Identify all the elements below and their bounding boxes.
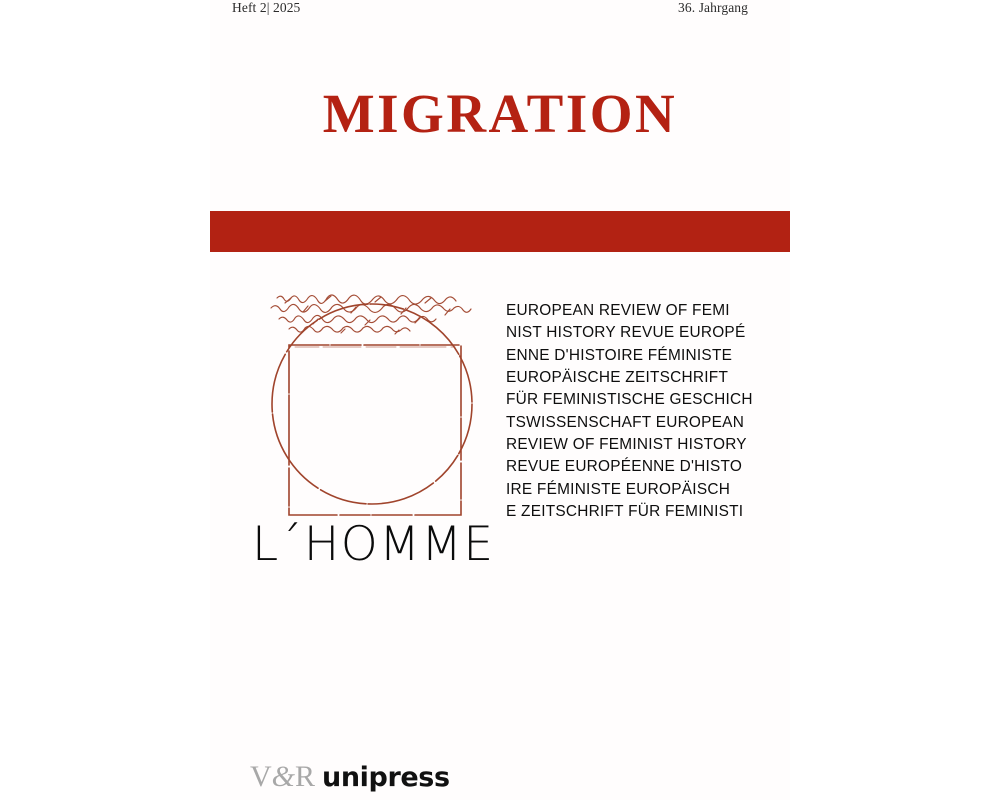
publisher-logo xyxy=(250,762,450,796)
journal-subtitle-block xyxy=(506,300,756,523)
cover-title: MIGRATION xyxy=(322,83,678,144)
issue-number-label: Heft 2| 2025 xyxy=(232,0,301,15)
subtitle-line: ENNE D'HISTOIRE FÉMINISTE xyxy=(506,346,733,364)
book-cover-page xyxy=(210,0,790,800)
publisher-vr-monogram xyxy=(250,762,315,792)
subtitle-line: EUROPÄISCHE ZEITSCHRIFT xyxy=(506,369,729,387)
subtitle-line: TSWISSENSCHAFT EUROPEAN xyxy=(506,413,745,431)
volume-year-label: 36. Jahrgang xyxy=(678,0,748,15)
subtitle-line: IRE FÉMINISTE EUROPÄISCH xyxy=(506,480,731,498)
subtitle-line: FÜR FEMINISTISCHE GESCHICH xyxy=(506,391,753,409)
publisher-letter-v: V xyxy=(250,760,272,793)
subtitle-line: E ZEITSCHRIFT FÜR FEMINISTI xyxy=(506,503,744,521)
subtitle-line: EUROPEAN REVIEW OF FEMI xyxy=(506,302,730,319)
publisher-letter-r: R xyxy=(295,760,316,793)
lhomme-wordmark: L´HOMME xyxy=(252,517,495,572)
publisher-name-label: unipress xyxy=(322,762,450,793)
lhomme-emblem-icon xyxy=(255,288,490,520)
subtitle-line: REVUE EUROPÉENNE D'HISTO xyxy=(506,458,743,476)
vitruvian-circle-square-sketch-icon xyxy=(255,288,490,520)
subtitle-line: NIST HISTORY REVUE EUROPÉ xyxy=(506,324,746,342)
subtitle-line: REVIEW OF FEMINIST HISTORY xyxy=(506,436,747,454)
cover-header xyxy=(210,0,790,20)
red-accent-band xyxy=(210,211,790,252)
publisher-ampersand: & xyxy=(271,760,296,793)
